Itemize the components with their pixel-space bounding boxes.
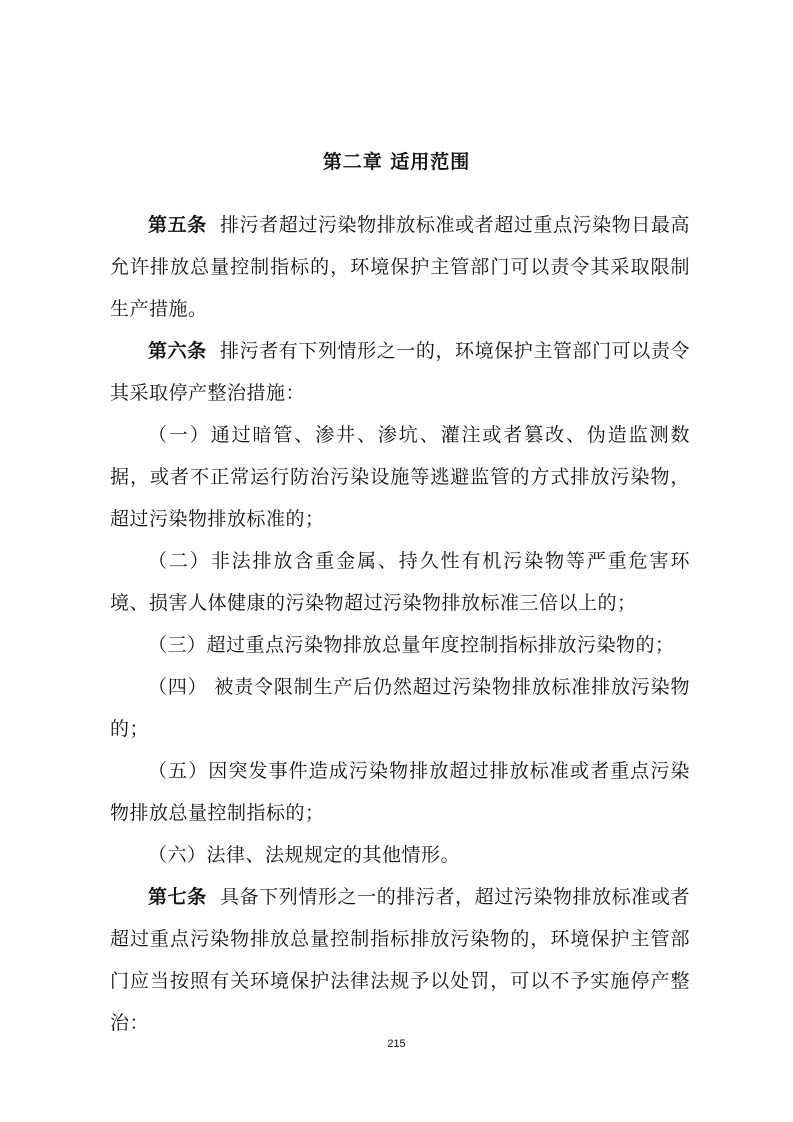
article-6-item-6: （六）法律、法规规定的其他情形。 (148, 844, 461, 866)
article-6-label: 第六条 (148, 340, 207, 362)
article-6-text: 排污者有下列情形之一的，环境保护主管部门可以责令其采取停产整治措施： (110, 340, 690, 404)
article-5-paragraph (110, 204, 690, 330)
article-6-item-3: （三）超过重点污染物排放总量年度控制指标排放污染物的； (148, 634, 675, 656)
page-number: 215 (387, 1038, 406, 1050)
article-7-label: 第七条 (148, 886, 207, 908)
article-6-item-4: （四） 被责令限制生产后仍然超过污染物排放标准排放污染物的； (110, 676, 690, 740)
chapter-title: 第二章 适用范围 (322, 151, 471, 173)
article-5-text: 排污者超过污染物排放标准或者超过重点污染物日最高允许排放总量控制指标的，环境保护主管部门可以责令其采取限制生产措施。 (110, 214, 690, 320)
article-6-item-2: （二）非法排放含重金属、持久性有机污染物等严重危害环境、损害人体健康的污染物超过污染物排放标准三倍以上的； (110, 550, 690, 614)
article-6-paragraph (110, 330, 690, 414)
article-7-text: 具备下列情形之一的排污者，超过污染物排放标准或者超过重点污染物排放总量控制指标排放污染物的，环境保护主管部门应当按照有关环境保护法律法规予以处罚，可以不予实施停产整治： (110, 886, 690, 1034)
article-6-item-1: （一）通过暗管、渗井、渗坑、灌注或者篡改、伪造监测数据，或者不正常运行防治污染设施等逃避监管的方式排放污染物，超过污染物排放标准的； (110, 424, 690, 530)
article-7-paragraph (110, 876, 690, 1044)
article-6-item-5: （五）因突发事件造成污染物排放超过排放标准或者重点污染物排放总量控制指标的； (110, 760, 690, 824)
document-body (110, 204, 690, 1044)
article-5-label: 第五条 (148, 214, 207, 236)
